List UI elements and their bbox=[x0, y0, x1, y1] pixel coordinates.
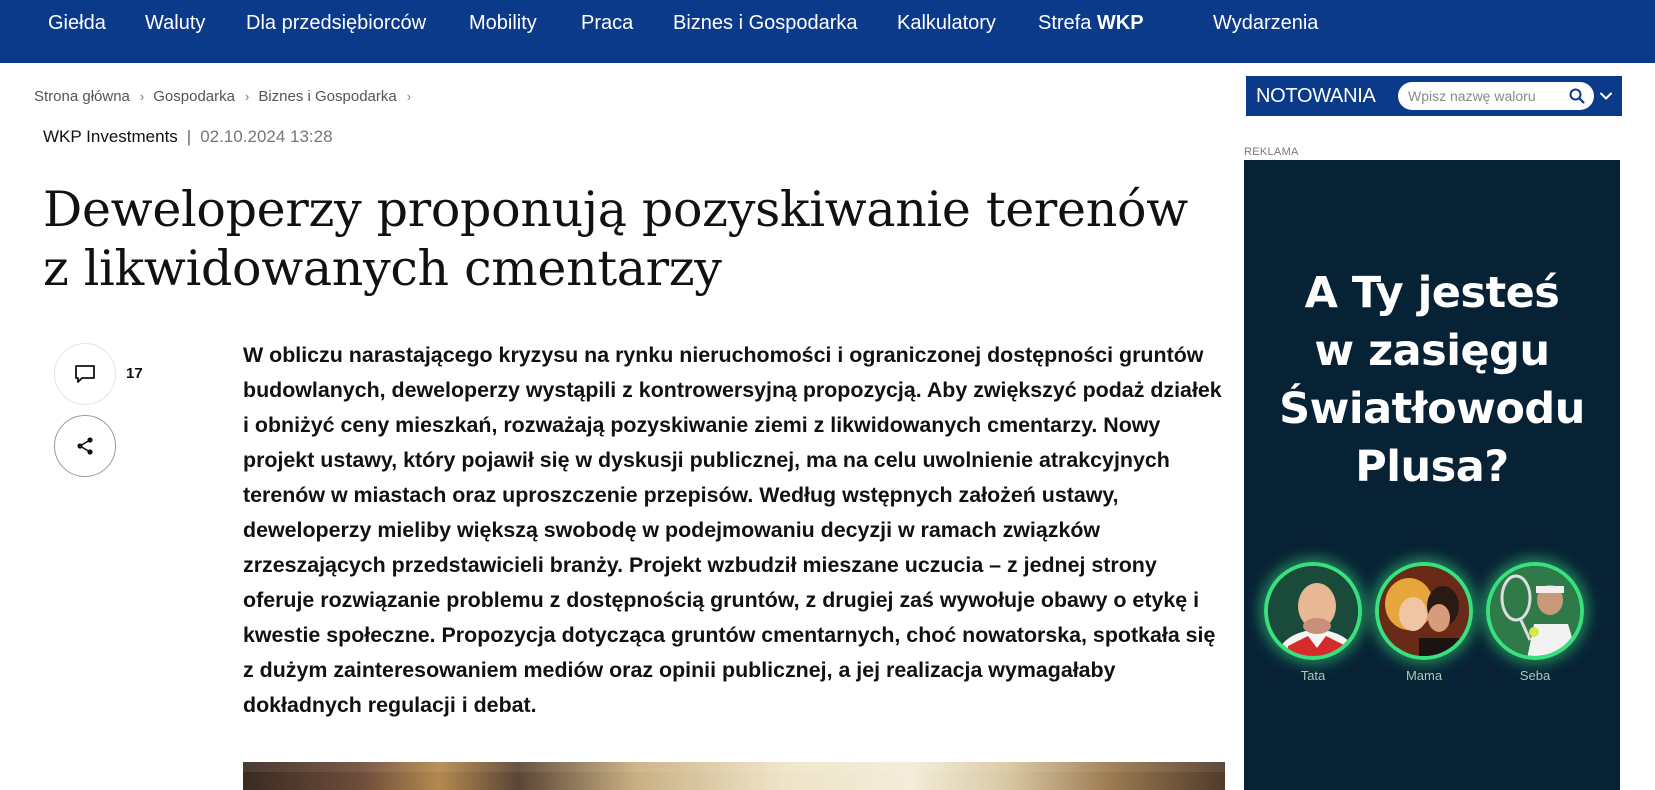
ad-headline-line: Plusa? bbox=[1355, 442, 1509, 492]
breadcrumb-item-home[interactable]: Strona główna bbox=[34, 88, 130, 105]
breadcrumb-separator: › bbox=[139, 89, 145, 104]
article-lead: W obliczu narastającego kryzysu na rynku nieruchomości i ograniczonej dostępności gruntów budowlanych, deweloperzy wystąpili z kontrowersyjną propozycją. Aby zwiększyć podaż działek i obniżyć ceny mieszkań, rozważają pozyskiwanie ziemi z likwidowanych cmentarzy. Nowy projekt ustawy, który pojawił się w dyskusji publicznej, ma na celu uwolnienie atrakcyjnych terenów w miastach oraz uproszczenie przepisów. Według wstępnych założeń ustawy, deweloperzy mieliby większą swobodę w podejmowaniu decyzji w ramach związków zrzeszających przedstawicieli branży. Projekt wzbudził mieszane uczucia – z jednej strony oferuje rozwiązanie problemu z dostępnością gruntów, z drugiej zaś wywołuje obawy o etykę i kwestie społeczne. Propozycja dotycząca gruntów cmentarnych, choć nowatorska, spotkała się z dużym zainteresowaniem mediów oraz opinii publicznej, a jej realizacja wymagałaby dokładnych regulacji i debat. bbox=[243, 343, 1222, 717]
notowania-search-input[interactable] bbox=[1398, 82, 1594, 110]
share-button[interactable] bbox=[54, 415, 116, 477]
nav-item-strefa-wkp[interactable] bbox=[1038, 12, 1144, 35]
breadcrumb-item-biznes[interactable]: Biznes i Gospodarka bbox=[258, 88, 397, 105]
ad-headline-line: w zasięgu bbox=[1314, 326, 1550, 376]
comment-icon bbox=[74, 363, 96, 385]
article-meta bbox=[43, 127, 333, 147]
ad-avatar-seba bbox=[1486, 562, 1584, 660]
breadcrumb-item-gospodarka[interactable]: Gospodarka bbox=[153, 88, 235, 105]
nav-item-strefa-prefix: Strefa bbox=[1038, 12, 1092, 34]
share-icon bbox=[75, 436, 95, 456]
comments-button[interactable] bbox=[54, 343, 116, 405]
article-source[interactable]: WKP Investments bbox=[43, 127, 178, 146]
nav-item-kalkulatory[interactable]: Kalkulatory bbox=[897, 12, 996, 34]
person-image bbox=[1490, 566, 1584, 660]
meta-divider: | bbox=[186, 127, 192, 146]
ad-headline-line: Światłowodu bbox=[1279, 384, 1585, 434]
ad-label: REKLAMA bbox=[1244, 146, 1299, 158]
person-image bbox=[1379, 566, 1473, 660]
ad-avatar-mama bbox=[1375, 562, 1473, 660]
advertisement[interactable] bbox=[1244, 160, 1620, 790]
breadcrumb-separator: › bbox=[244, 89, 250, 104]
nav-item-biznes-i-gospodarka[interactable]: Biznes i Gospodarka bbox=[673, 12, 858, 34]
nav-item-praca[interactable]: Praca bbox=[581, 12, 634, 34]
nav-item-dla-przedsiebiorcow[interactable]: Dla przedsiębiorców bbox=[246, 12, 427, 34]
notowania-widget bbox=[1246, 76, 1622, 116]
nav-item-waluty[interactable]: Waluty bbox=[145, 12, 206, 34]
ad-headline bbox=[1244, 264, 1620, 496]
breadcrumb-separator: › bbox=[406, 89, 412, 104]
chevron-down-icon[interactable] bbox=[1598, 88, 1614, 104]
ad-avatar-name: Seba bbox=[1519, 668, 1551, 683]
nav-item-gielda[interactable]: Giełda bbox=[48, 12, 106, 34]
search-icon[interactable] bbox=[1568, 87, 1586, 105]
breadcrumb bbox=[34, 88, 420, 105]
ad-avatar-name: Mama bbox=[1405, 668, 1443, 683]
article-title: Deweloperzy proponują pozyskiwanie terenów z likwidowanych cmentarzy bbox=[43, 181, 1188, 297]
article-image bbox=[243, 762, 1225, 790]
nav-item-wydarzenia[interactable]: Wydarzenia bbox=[1213, 12, 1319, 34]
nav-item-mobility[interactable]: Mobility bbox=[469, 12, 537, 34]
ad-headline-line: A Ty jesteś bbox=[1304, 268, 1560, 318]
notowania-label: NOTOWANIA bbox=[1256, 85, 1376, 107]
person-image bbox=[1268, 566, 1362, 660]
comments-count: 17 bbox=[126, 365, 143, 382]
article-date: 02.10.2024 13:28 bbox=[200, 127, 333, 146]
ad-avatar-name: Tata bbox=[1300, 668, 1326, 683]
nav-item-strefa-bold: WKP bbox=[1096, 12, 1144, 34]
top-navigation bbox=[0, 0, 1655, 63]
ad-avatar-tata bbox=[1264, 562, 1362, 660]
